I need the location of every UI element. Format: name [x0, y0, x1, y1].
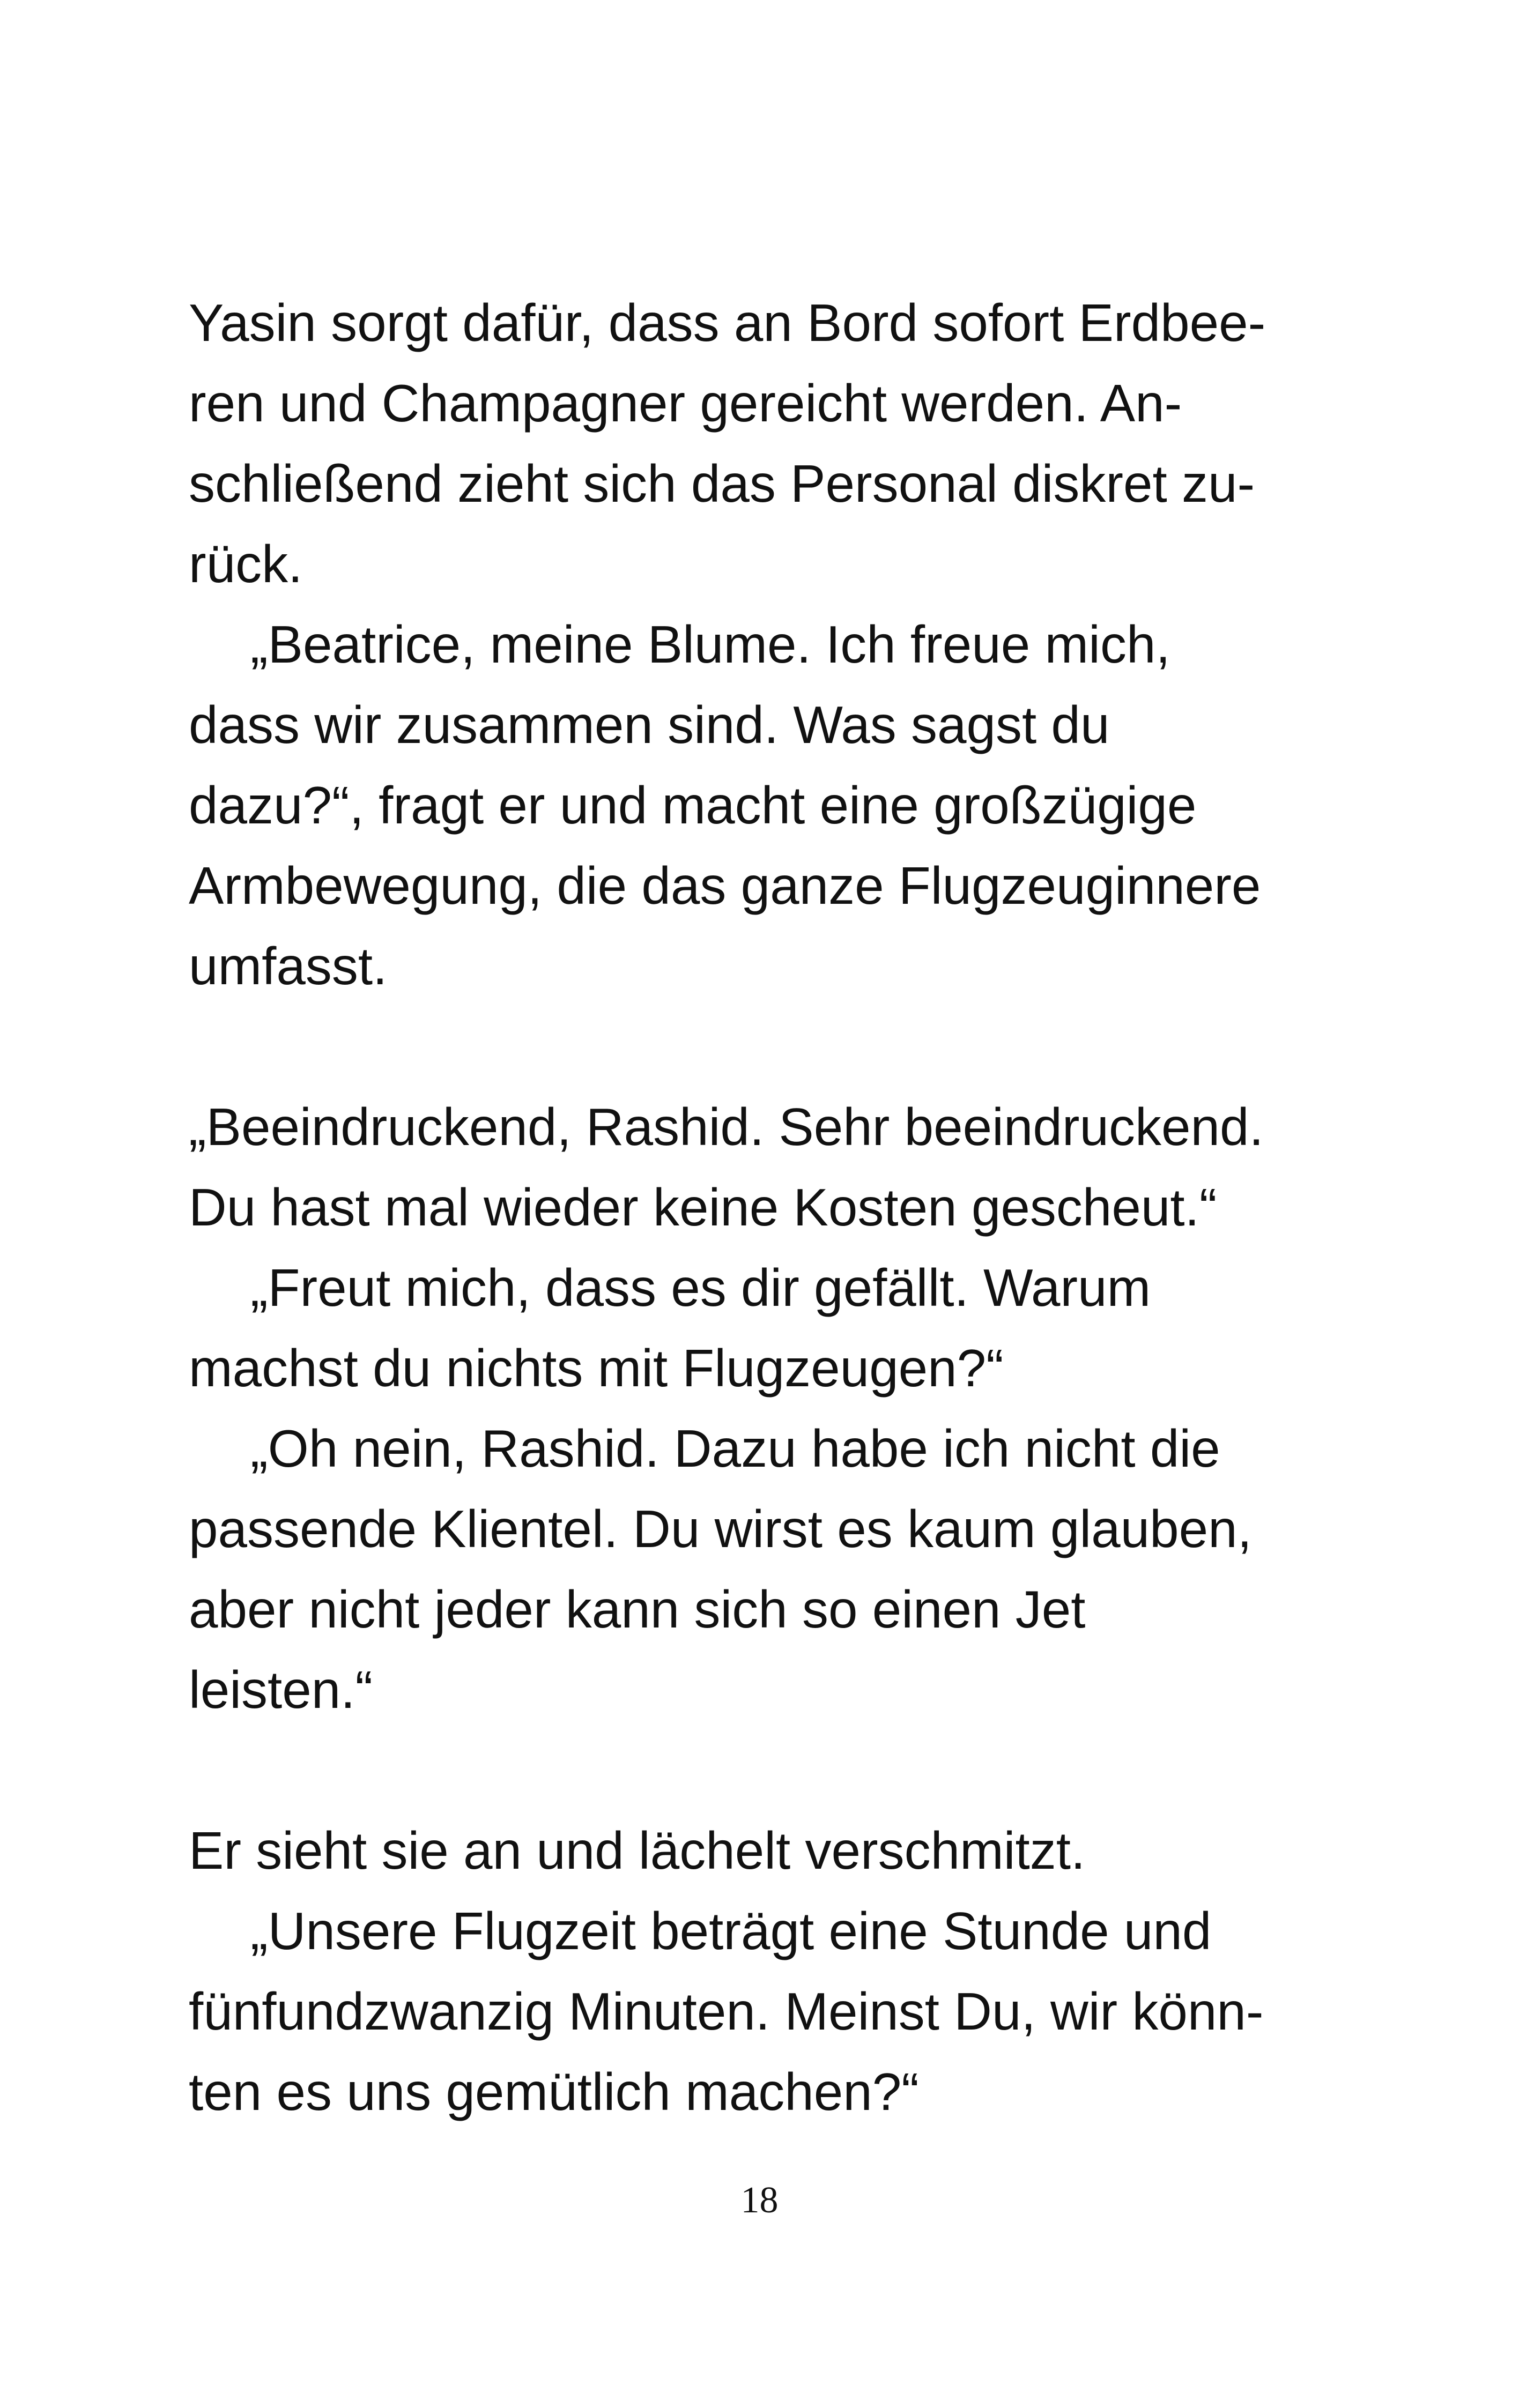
text-line: Du hast mal wieder keine Kosten gescheut.“	[189, 1178, 1217, 1237]
text-line: „Beeindruckend, Rashid. Sehr beeindruckend.	[189, 1097, 1264, 1156]
text-line: fünfundzwanzig Minuten. Meinst Du, wir könn-	[189, 1982, 1264, 2041]
page-number: 18	[740, 2180, 779, 2221]
text-line: ten es uns gemütlich machen?“	[189, 2062, 919, 2121]
text-line: „Freut mich, dass es dir gefällt. Warum	[250, 1258, 1151, 1317]
text-line: „Oh nein, Rashid. Dazu habe ich nicht die	[250, 1419, 1220, 1478]
text-line: schließend zieht sich das Personal diskret zu-	[189, 454, 1255, 513]
text-line: machst du nichts mit Flugzeugen?“	[189, 1339, 1004, 1398]
text-line: „Unsere Flugzeit beträgt eine Stunde und	[250, 1901, 1212, 1960]
text-line: passende Klientel. Du wirst es kaum glauben,	[189, 1499, 1252, 1558]
text-line: „Beatrice, meine Blume. Ich freue mich,	[250, 615, 1170, 674]
text-line: Er sieht sie an und lächelt verschmitzt.	[189, 1821, 1086, 1880]
text-line: dass wir zusammen sind. Was sagst du	[189, 695, 1110, 754]
section-break	[189, 1730, 1336, 1810]
section-break	[189, 1006, 1336, 1087]
text-line: Armbewegung, die das ganze Flugzeuginnere	[189, 856, 1261, 915]
text-line: dazu?“, fragt er und macht eine großzügige	[189, 776, 1197, 835]
text-line: umfasst.	[189, 937, 388, 995]
text-line: rück.	[189, 534, 303, 593]
text-line: leisten.“	[189, 1660, 373, 1719]
text-line: aber nicht jeder kann sich so einen Jet	[189, 1580, 1086, 1639]
body-text	[189, 283, 1336, 2132]
text-line: ren und Champagner gereicht werden. An-	[189, 374, 1182, 433]
text-line: Yasin sorgt dafür, dass an Bord sofort Erdbee-	[189, 293, 1266, 352]
